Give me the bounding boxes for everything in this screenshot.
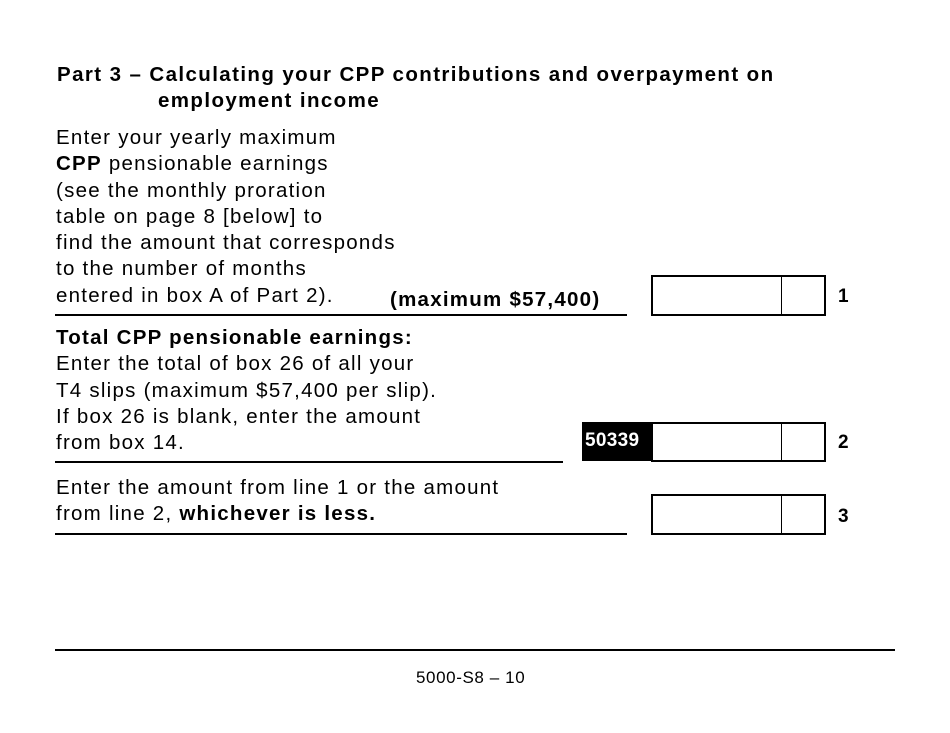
line1-underline	[55, 314, 627, 316]
line3-description	[56, 475, 499, 528]
line2-text: from box 14.	[56, 431, 185, 455]
line1-text: Enter your yearly maximum	[56, 126, 337, 149]
part-title	[57, 62, 917, 114]
line2-code-badge: 50339	[582, 422, 653, 461]
line1-amount-field[interactable]	[651, 275, 826, 316]
footer-rule	[55, 649, 895, 651]
line1-text: entered in box A of Part 2).	[56, 283, 334, 307]
line3-number: 3	[838, 506, 849, 527]
line1-text: find the amount that corresponds	[56, 231, 396, 255]
line1-text: (see the monthly proration	[56, 178, 327, 202]
line3-amount-field[interactable]	[651, 494, 826, 535]
line2-text: Enter the total of box 26 of all your	[56, 352, 415, 376]
part-title-line2: employment income	[158, 89, 381, 112]
line2-description	[56, 325, 437, 456]
cents-divider	[781, 277, 782, 314]
whichever-less-bold: whichever is less.	[179, 502, 377, 526]
cents-divider	[781, 424, 782, 460]
line2-number: 2	[838, 432, 849, 453]
line1-text: to the number of months	[56, 257, 307, 281]
line1-text: CPP pensionable earnings	[56, 152, 329, 176]
line3-text: from line 2, whichever is less.	[56, 502, 377, 526]
line2-amount-field[interactable]	[651, 422, 826, 462]
line2-text: If box 26 is blank, enter the amount	[56, 404, 422, 428]
part-title-line1: Part 3 – Calculating your CPP contributions and overpayment on	[57, 63, 775, 86]
line1-maximum-note: (maximum $57,400)	[390, 288, 601, 311]
line2-heading: Total CPP pensionable earnings:	[56, 326, 413, 349]
cpp-bold-label: CPP	[56, 152, 102, 176]
line3-underline	[55, 533, 627, 535]
line1-text: table on page 8 [below] to	[56, 204, 324, 228]
line1-description	[56, 125, 396, 309]
line1-number: 1	[838, 286, 849, 307]
line2-underline	[55, 461, 563, 463]
line3-text: Enter the amount from line 1 or the amount	[56, 476, 500, 499]
page-number: 5000-S8 – 10	[416, 668, 526, 687]
line2-text: T4 slips (maximum $57,400 per slip).	[56, 378, 438, 402]
cents-divider	[781, 496, 782, 533]
